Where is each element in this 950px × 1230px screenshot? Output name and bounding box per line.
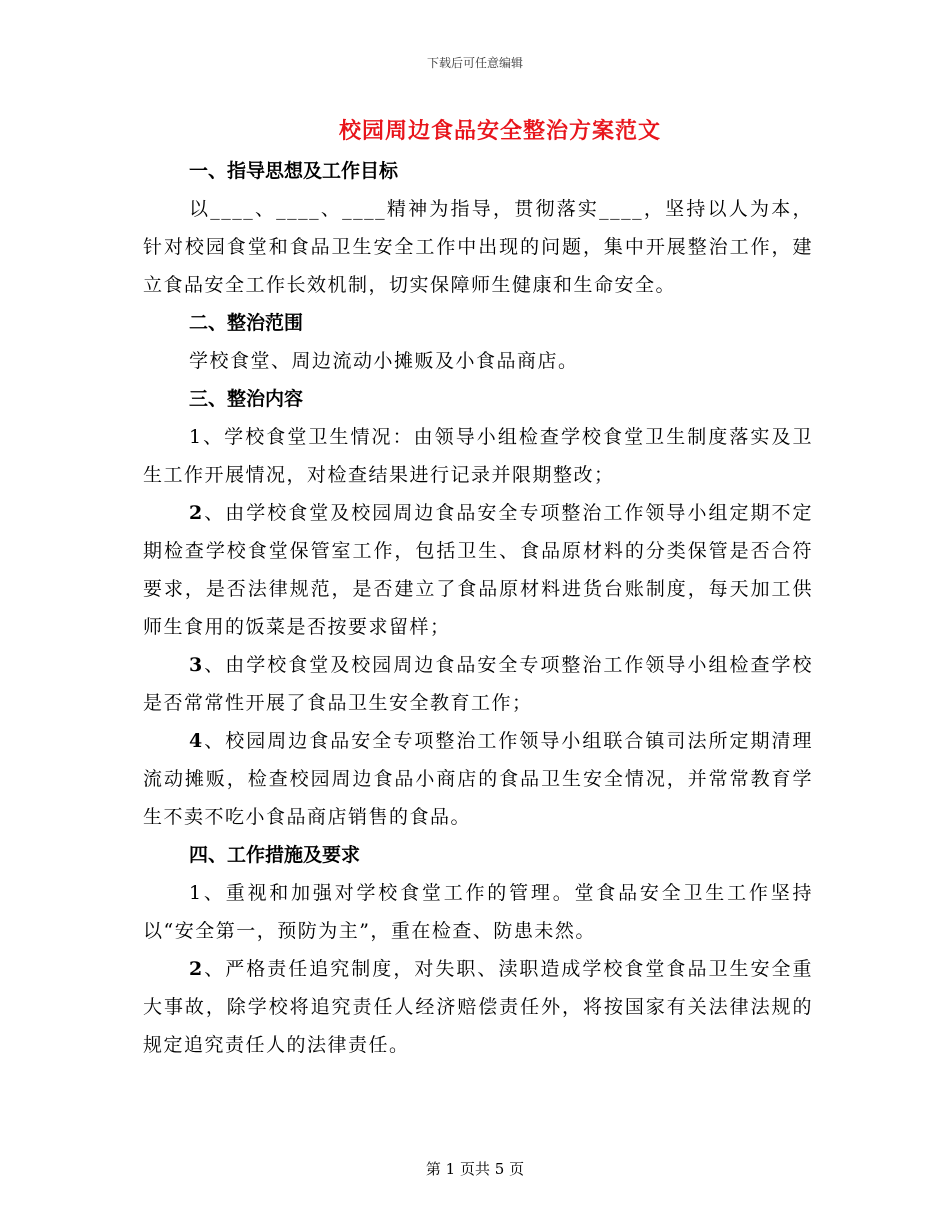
section-measures [143,836,813,1064]
section-heading: 一、指导思想及工作目标 [189,160,399,182]
section-guiding-ideology [143,152,813,304]
section-heading: 三、整治内容 [189,388,304,410]
paragraph: 3、由学校食堂及校园周边食品安全专项整治工作领导小组检查学校是否常常性开展了食品卫生安全教育工作； [143,654,813,714]
section-scope [143,304,813,380]
document-title: 校园周边食品安全整治方案范文 [338,118,661,144]
section-content [143,380,813,836]
document-body [143,152,813,1064]
paragraph: 2、由学校食堂及校园周边食品安全专项整治工作领导小组定期不定期检查学校食堂保管室工作，包括卫生、食品原材料的分类保管是否合符要求，是否法律规范，是否建立了食品原材料进货台账制度，每天加工供师生食用的饭菜是否按要求留样； [143,502,813,638]
paragraph: 1、学校食堂卫生情况：由领导小组检查学校食堂卫生制度落实及卫生工作开展情况，对检查结果进行记录并限期整改； [143,426,813,486]
section-heading: 四、工作措施及要求 [189,844,361,866]
header-note: 下载后可任意编辑 [426,56,523,70]
paragraph: 2、严格责任追究制度，对失职、渎职造成学校食堂食品卫生安全重大事故，除学校将追究责任人经济赔偿责任外，将按国家有关法律法规的规定追究责任人的法律责任。 [143,958,813,1056]
paragraph: 4、校园周边食品安全专项整治工作领导小组联合镇司法所定期清理流动摊贩，检查校园周边食品小商店的食品卫生安全情况，并常常教育学生不卖不吃小食品商店销售的食品。 [143,730,813,828]
section-heading: 二、整治范围 [189,312,304,334]
paragraph: 1、重视和加强对学校食堂工作的管理。堂食品安全卫生工作坚持以“安全第一，预防为主”，重在检查、防患未然。 [143,882,813,942]
page-footer: 第 1 页共 5 页 [425,1160,525,1178]
paragraph: 学校食堂、周边流动小摊贩及小食品商店。 [189,350,579,372]
paragraph: 以____、____、____精神为指导，贯彻落实____，坚持以人为本，针对校园食堂和食品卫生安全工作中出现的问题，集中开展整治工作，建立食品安全工作长效机制，切实保障师生健康和生命安全。 [143,198,813,296]
